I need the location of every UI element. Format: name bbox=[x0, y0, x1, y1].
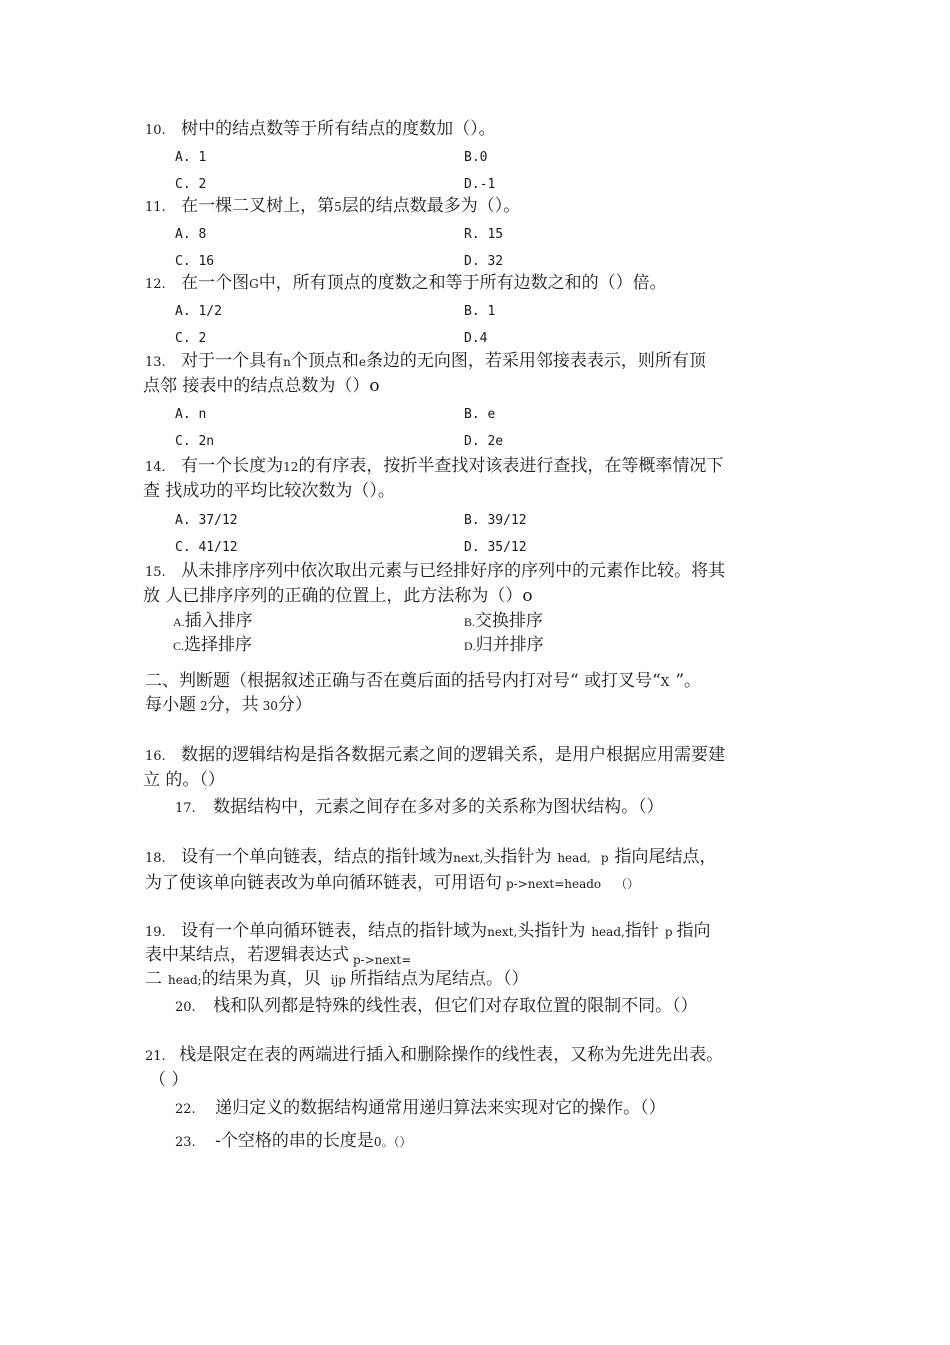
question-text: 条边的无向图，若采用邻接表表示，则所有顶 bbox=[365, 351, 706, 371]
question-text: 0 bbox=[373, 1135, 382, 1149]
question-text: 12 bbox=[283, 460, 299, 474]
option-b: B. 1 bbox=[464, 304, 496, 319]
question-15-line2: 放 人已排序序列的正确的位置上，此方法称为（）o bbox=[143, 586, 533, 606]
question-text: 从未排序序列中依次取出元素与已经排好序的序列中的元素作比较。将其 bbox=[181, 561, 726, 581]
option-text: 插入排序 bbox=[184, 611, 253, 631]
section-heading-text: 二、判断题（根据叙述正确与否在奠后面的括号内打对号“ 或打叉号“ bbox=[145, 671, 661, 691]
question-number: 18. bbox=[145, 851, 166, 866]
option-c: C. 41/12 bbox=[175, 540, 238, 555]
option-label: A. bbox=[173, 615, 185, 629]
question-12 bbox=[145, 272, 667, 296]
question-text: p bbox=[600, 851, 609, 865]
option-b: B.0 bbox=[464, 150, 488, 165]
question-text: 个顶点和 bbox=[290, 351, 359, 371]
question-text: p->next= bbox=[353, 953, 412, 967]
question-text: 二 bbox=[145, 969, 162, 989]
question-number: 21. bbox=[145, 1049, 166, 1064]
question-text: e bbox=[358, 355, 366, 369]
question-22 bbox=[175, 1097, 666, 1121]
option-text: 交换排序 bbox=[475, 611, 544, 631]
question-11 bbox=[145, 195, 520, 219]
question-19-line2 bbox=[145, 944, 411, 967]
question-19-line3 bbox=[145, 968, 528, 991]
question-text: head, bbox=[557, 851, 591, 865]
question-13 bbox=[145, 350, 706, 374]
option-d bbox=[464, 634, 544, 657]
section-heading-text: 分） bbox=[277, 695, 312, 715]
question-number: 16. bbox=[145, 749, 166, 764]
option-b: B. 39/12 bbox=[464, 513, 527, 528]
question-text: ijp bbox=[330, 973, 346, 987]
question-20 bbox=[175, 995, 698, 1019]
option-a bbox=[173, 610, 253, 633]
question-text: 表中某结点，若逻辑表达式 bbox=[145, 945, 349, 965]
question-21 bbox=[145, 1044, 723, 1068]
option-b: B. e bbox=[464, 407, 496, 422]
question-text: 对于一个具有 bbox=[181, 351, 284, 371]
question-number: 19. bbox=[145, 925, 166, 940]
option-a: A. n bbox=[175, 407, 207, 422]
question-14 bbox=[145, 455, 723, 479]
section-heading-text: 30 bbox=[262, 699, 278, 713]
option-d: D. 2e bbox=[464, 434, 504, 449]
question-17 bbox=[175, 796, 664, 820]
question-text: 头指针为 bbox=[517, 921, 586, 941]
question-number: 12. bbox=[145, 277, 166, 292]
section-heading bbox=[145, 670, 701, 693]
question-text: 指针 bbox=[624, 921, 659, 941]
question-text: 栈和队列都是特殊的线性表，但它们对存取位置的限制不同。（） bbox=[213, 996, 698, 1016]
question-text: 指向尾结点， bbox=[614, 847, 717, 867]
question-text: 为了使该单向链表改为单向循环链表，可用语句 bbox=[145, 873, 502, 893]
question-text: 设有一个单向链表，结点的指针域为 bbox=[181, 847, 454, 867]
section-heading-line2 bbox=[145, 694, 312, 717]
question-text: 树中的结点数等于所有结点的度数加（）。 bbox=[181, 119, 496, 139]
section-heading-text: 每小题 bbox=[145, 695, 196, 715]
section-heading-text: X bbox=[660, 675, 670, 689]
question-number: 15. bbox=[145, 565, 166, 580]
question-text: 5 bbox=[334, 200, 342, 214]
question-number: 14. bbox=[145, 460, 166, 475]
option-label: C. bbox=[173, 639, 185, 653]
question-text: p bbox=[664, 925, 673, 939]
question-text: 在一个图 bbox=[181, 273, 250, 293]
question-text: p->next=heado bbox=[506, 877, 602, 891]
question-18-line2 bbox=[145, 872, 639, 895]
option-d: D. 32 bbox=[464, 254, 504, 269]
question-text: G bbox=[249, 277, 259, 291]
question-text: next, bbox=[453, 851, 484, 865]
question-text: 递归定义的数据结构通常用递归算法来实现对它的操作。（） bbox=[215, 1098, 666, 1118]
question-number: 23. bbox=[175, 1135, 196, 1150]
section-heading-text: ”。 bbox=[675, 671, 702, 691]
question-text: 的结果为真，贝 bbox=[201, 969, 321, 989]
section-heading-text: 分，共 bbox=[207, 695, 259, 715]
question-text: （） bbox=[615, 877, 640, 891]
question-text: 指向 bbox=[676, 921, 711, 941]
question-15 bbox=[145, 560, 725, 584]
question-text: n bbox=[283, 355, 291, 369]
question-text: -个空格的串的长度是 bbox=[215, 1131, 374, 1151]
question-21-line2: （ ） bbox=[149, 1070, 189, 1090]
question-text: 。（） bbox=[381, 1135, 412, 1149]
question-14-line2: 查 找成功的平均比较次数为（）。 bbox=[143, 481, 395, 501]
question-number: 20. bbox=[175, 1000, 196, 1015]
question-16-line2: 立 的。（） bbox=[143, 770, 225, 790]
option-c bbox=[173, 634, 252, 657]
question-text: head; bbox=[168, 973, 202, 987]
option-d: D.-1 bbox=[464, 177, 496, 192]
question-16 bbox=[145, 744, 725, 768]
question-text: 设有一个单向循环链表，结点的指针域为 bbox=[181, 921, 488, 941]
option-a: A. 8 bbox=[175, 227, 207, 242]
question-text: 的有序表，按折半查找对该表进行查找，在等概率情况下 bbox=[298, 456, 724, 476]
question-text: 头指针为 bbox=[483, 847, 552, 867]
question-text: 在一棵二叉树上，第 bbox=[181, 196, 335, 216]
question-number: 10. bbox=[145, 123, 166, 138]
option-a: A. 1 bbox=[175, 150, 207, 165]
question-text: 数据的逻辑结构是指各数据元素之间的逻辑关系，是用户根据应用需要建 bbox=[181, 745, 726, 765]
option-c: C. 2n bbox=[175, 434, 215, 449]
option-b: R. 15 bbox=[464, 227, 504, 242]
question-number: 22. bbox=[175, 1102, 196, 1117]
question-text: 所指结点为尾结点。（） bbox=[349, 969, 529, 989]
question-number: 11. bbox=[145, 200, 166, 215]
question-13-line2: 点邻 接表中的结点总数为（）o bbox=[143, 376, 380, 396]
option-text: 选择排序 bbox=[184, 635, 253, 655]
option-label: D. bbox=[464, 639, 476, 653]
option-a: A. 37/12 bbox=[175, 513, 238, 528]
question-text: head, bbox=[591, 925, 625, 939]
option-a: A. 1/2 bbox=[175, 304, 222, 319]
question-text: 栈是限定在表的两端进行插入和删除操作的线性表，又称为先进先出表。 bbox=[179, 1045, 724, 1065]
option-label: B. bbox=[464, 615, 476, 629]
option-d: D. 35/12 bbox=[464, 540, 527, 555]
question-19 bbox=[145, 920, 711, 944]
question-number: 13. bbox=[145, 355, 166, 370]
question-18 bbox=[145, 846, 717, 870]
option-b bbox=[464, 610, 543, 633]
option-d: D.4 bbox=[464, 331, 488, 346]
option-c: C. 2 bbox=[175, 331, 207, 346]
question-23 bbox=[175, 1130, 412, 1154]
question-10 bbox=[145, 118, 496, 142]
option-c: C. 16 bbox=[175, 254, 215, 269]
question-text: 数据结构中，元素之间存在多对多的关系称为图状结构。（） bbox=[213, 797, 664, 817]
option-text: 归并排序 bbox=[475, 635, 544, 655]
question-text: 中，所有顶点的度数之和等于所有边数之和的（）倍。 bbox=[258, 273, 667, 293]
question-text: 层的结点数最多为（）。 bbox=[341, 196, 521, 216]
option-c: C. 2 bbox=[175, 177, 207, 192]
question-number: 17. bbox=[175, 801, 196, 816]
section-heading-text: 2 bbox=[200, 699, 208, 713]
question-text: 有一个长度为 bbox=[181, 456, 284, 476]
question-text: next, bbox=[487, 925, 518, 939]
